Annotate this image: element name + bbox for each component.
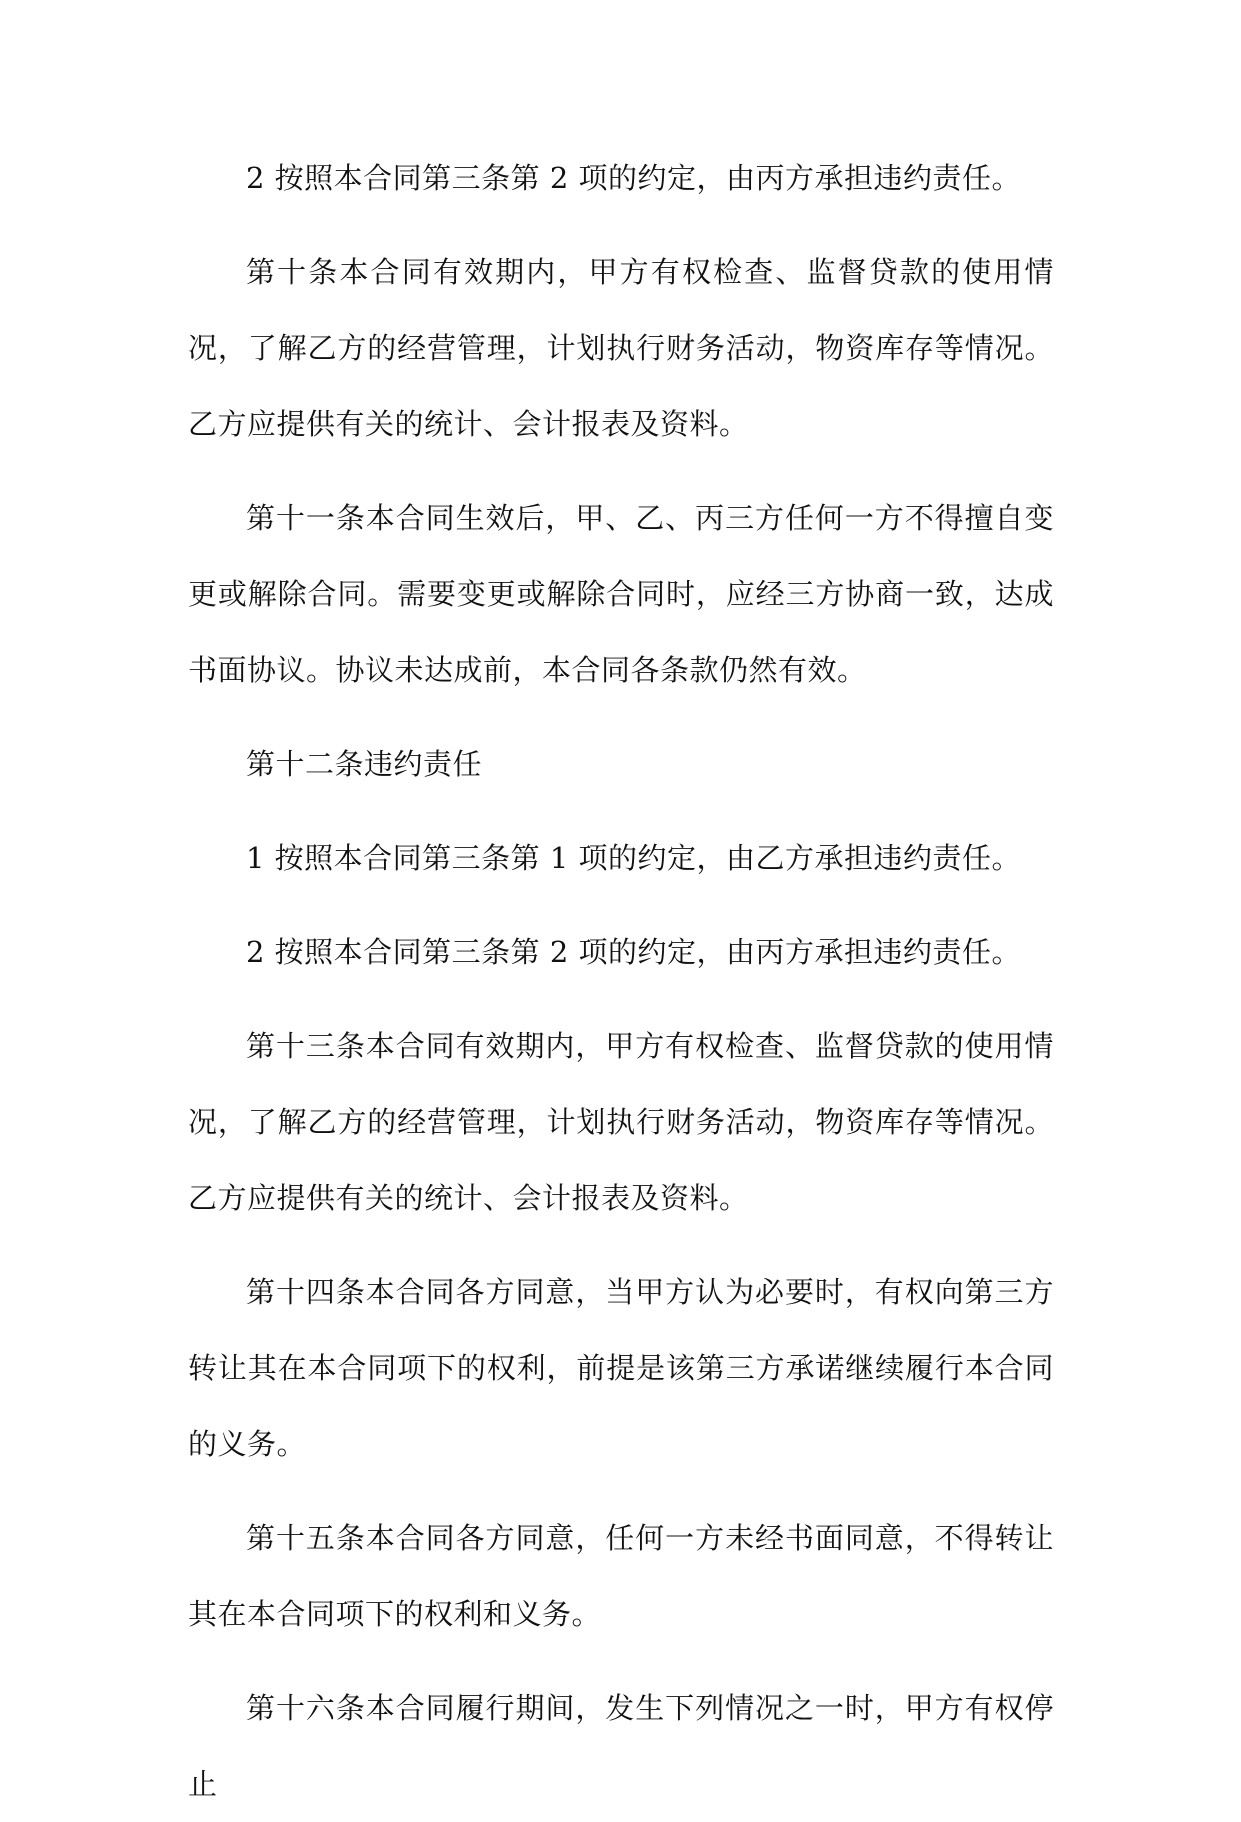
paragraph-clause-16: 第十六条本合同履行期间，发生下列情况之一时，甲方有权停止	[188, 1691, 1054, 1801]
paragraph-clause-12-heading: 第十二条违约责任	[246, 747, 483, 781]
paragraph-clause-11: 第十一条本合同生效后，甲、乙、丙三方任何一方不得擅自变更或解除合同。需要变更或解除合同时，应经三方协商一致，达成书面协议。协议未达成前，本合同各条款仍然有效。	[188, 501, 1054, 687]
paragraph-clause-12-item-2: 2 按照本合同第三条第 2 项的约定，由丙方承担违约责任。	[246, 935, 1022, 969]
document-body	[188, 140, 1054, 1822]
paragraph-clause-15: 第十五条本合同各方同意，任何一方未经书面同意，不得转让其在本合同项下的权利和义务。	[188, 1521, 1054, 1631]
paragraph-clause-9-item-2: 2 按照本合同第三条第 2 项的约定，由丙方承担违约责任。	[246, 161, 1022, 195]
paragraph-clause-14: 第十四条本合同各方同意，当甲方认为必要时，有权向第三方转让其在本合同项下的权利，前提是该第三方承诺继续履行本合同的义务。	[188, 1275, 1054, 1461]
paragraph-clause-13: 第十三条本合同有效期内，甲方有权检查、监督贷款的使用情况，了解乙方的经营管理，计划执行财务活动，物资库存等情况。乙方应提供有关的统计、会计报表及资料。	[188, 1029, 1054, 1215]
paragraph-clause-12-item-1: 1 按照本合同第三条第 1 项的约定，由乙方承担违约责任。	[246, 841, 1022, 875]
paragraph-clause-10: 第十条本合同有效期内，甲方有权检查、监督贷款的使用情况，了解乙方的经营管理，计划执行财务活动，物资库存等情况。乙方应提供有关的统计、会计报表及资料。	[188, 255, 1054, 441]
